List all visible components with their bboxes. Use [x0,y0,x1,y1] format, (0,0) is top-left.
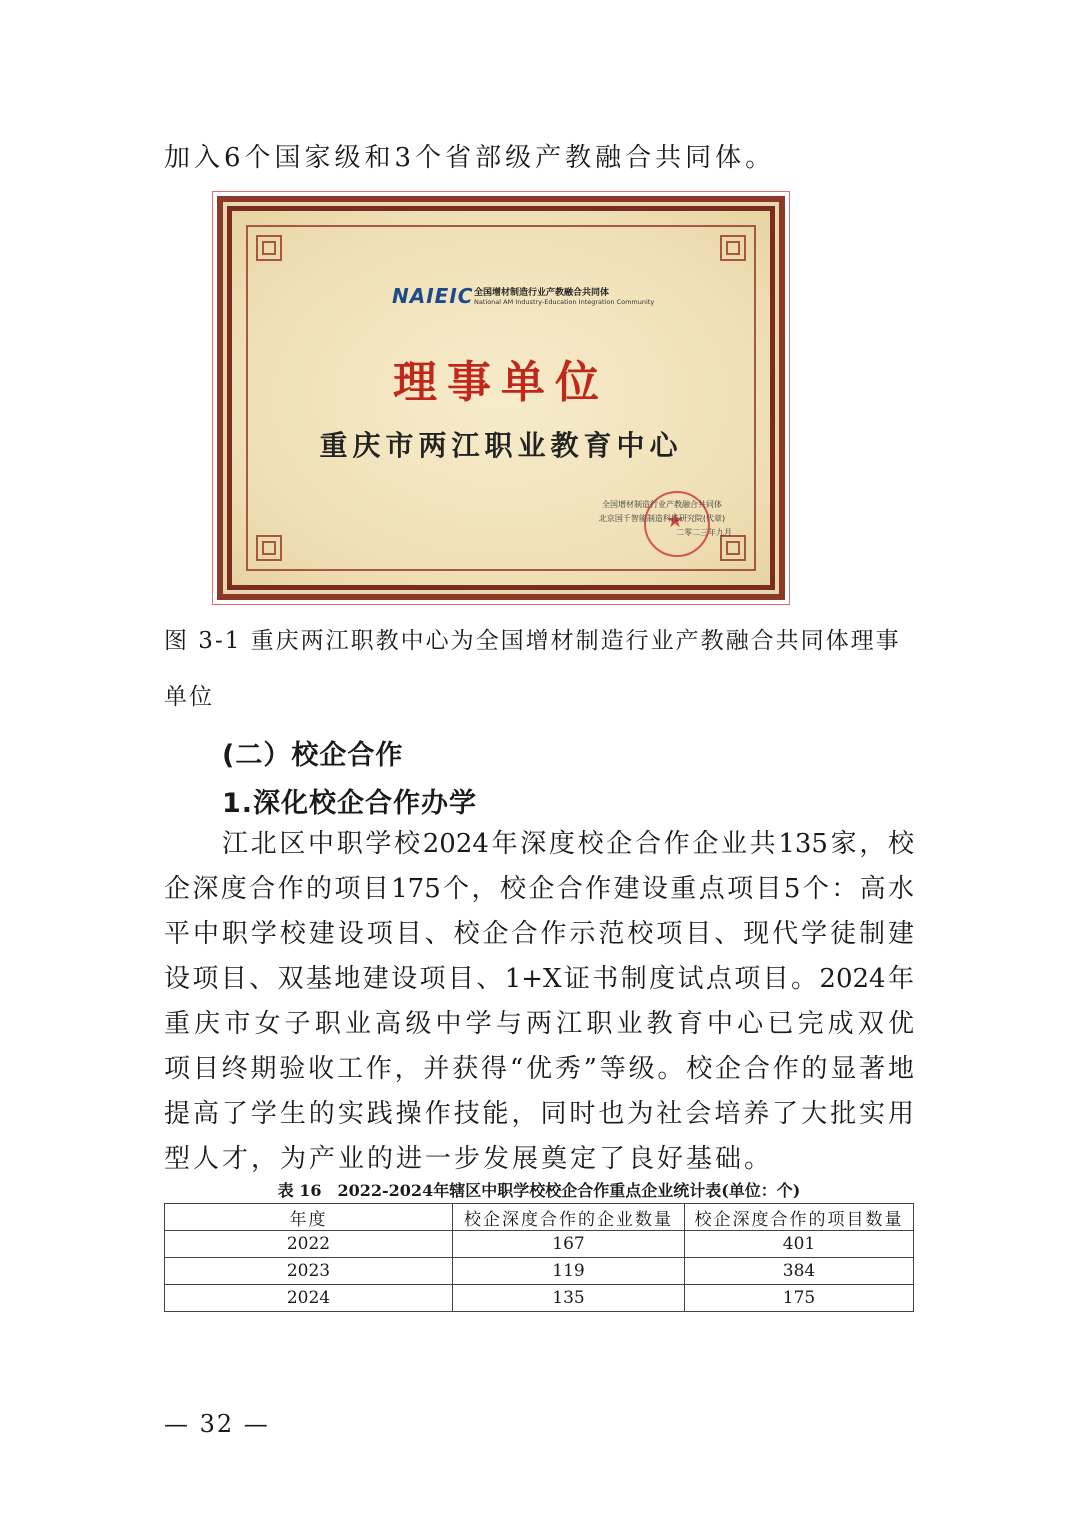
stats-table [164,1203,914,1312]
table-header-cell: 年度 [165,1204,453,1231]
corner-ornament-icon [720,235,746,261]
paragraph-line: 型人才，为产业的进一步发展奠定了良好基础。 [164,1144,774,1174]
paragraph-line: 江北区中职学校2024年深度校企合作企业共135家，校 [222,829,914,859]
issuer-line-1: 全国增材制造行业产教融合共同体 [602,500,722,509]
figure-caption-line-2: 单位 [164,684,214,710]
table-row [165,1285,914,1312]
certificate-image [212,191,790,605]
table-cell: 384 [685,1258,914,1285]
naieic-logo: NAIEIC [392,284,474,308]
table-header-row [165,1204,914,1231]
intro-line: 加入6个国家级和3个省部级产教融合共同体。 [164,143,776,173]
subsection-heading: 1.深化校企合作办学 [222,788,478,819]
table-row [165,1231,914,1258]
table-cell: 401 [685,1231,914,1258]
table-title: 表 16 2022-2024年辖区中职学校校企合作重点企业统计表(单位：个) [277,1181,801,1200]
issuer-line-2: 北京国千智能制造科技研究院(代章) [598,514,726,523]
corner-ornament-icon [720,535,746,561]
page-number: — 32 — [164,1410,270,1438]
corner-ornament-icon [256,535,282,561]
paragraph-line: 提高了学生的实践操作技能，同时也为社会培养了大批实用 [164,1099,914,1129]
paragraph-line: 设项目、双基地建设项目、1+X证书制度试点项目。2024年 [164,964,914,994]
table-header-cell: 校企深度合作的企业数量 [453,1204,685,1231]
table-cell: 2024 [165,1285,453,1312]
figure-caption-line-1: 图 3-1 重庆两江职教中心为全国增材制造行业产教融合共同体理事 [164,628,901,654]
table-cell: 175 [685,1285,914,1312]
corner-ornament-icon [256,235,282,261]
certificate-title: 理事单位 [393,357,609,408]
certificate-border [217,196,785,600]
table-cell: 167 [453,1231,685,1258]
table-cell: 119 [453,1258,685,1285]
logo-chinese-name: 全国增材制造行业产教融合共同体 [474,288,610,298]
paragraph-line: 平中职学校建设项目、校企合作示范校项目、现代学徒制建 [164,919,914,949]
paragraph-line: 重庆市女子职业高级中学与两江职业教育中心已完成双优 [164,1009,914,1039]
issuer-date: 二零二三年九月 [676,528,732,537]
section-heading: (二）校企合作 [222,740,404,771]
paragraph-line: 项目终期验收工作，并获得“优秀”等级。校企合作的显著地 [164,1054,914,1084]
table-row [165,1258,914,1285]
table-cell: 2022 [165,1231,453,1258]
table-cell: 135 [453,1285,685,1312]
certificate-recipient: 重庆市两江职业教育中心 [319,429,683,462]
logo-english-name: National AM Industry-Education Integration Community [474,298,655,306]
table-header-cell: 校企深度合作的项目数量 [685,1204,914,1231]
table-cell: 2023 [165,1258,453,1285]
paragraph-line: 企深度合作的项目175个，校企合作建设重点项目5个：高水 [164,874,914,904]
